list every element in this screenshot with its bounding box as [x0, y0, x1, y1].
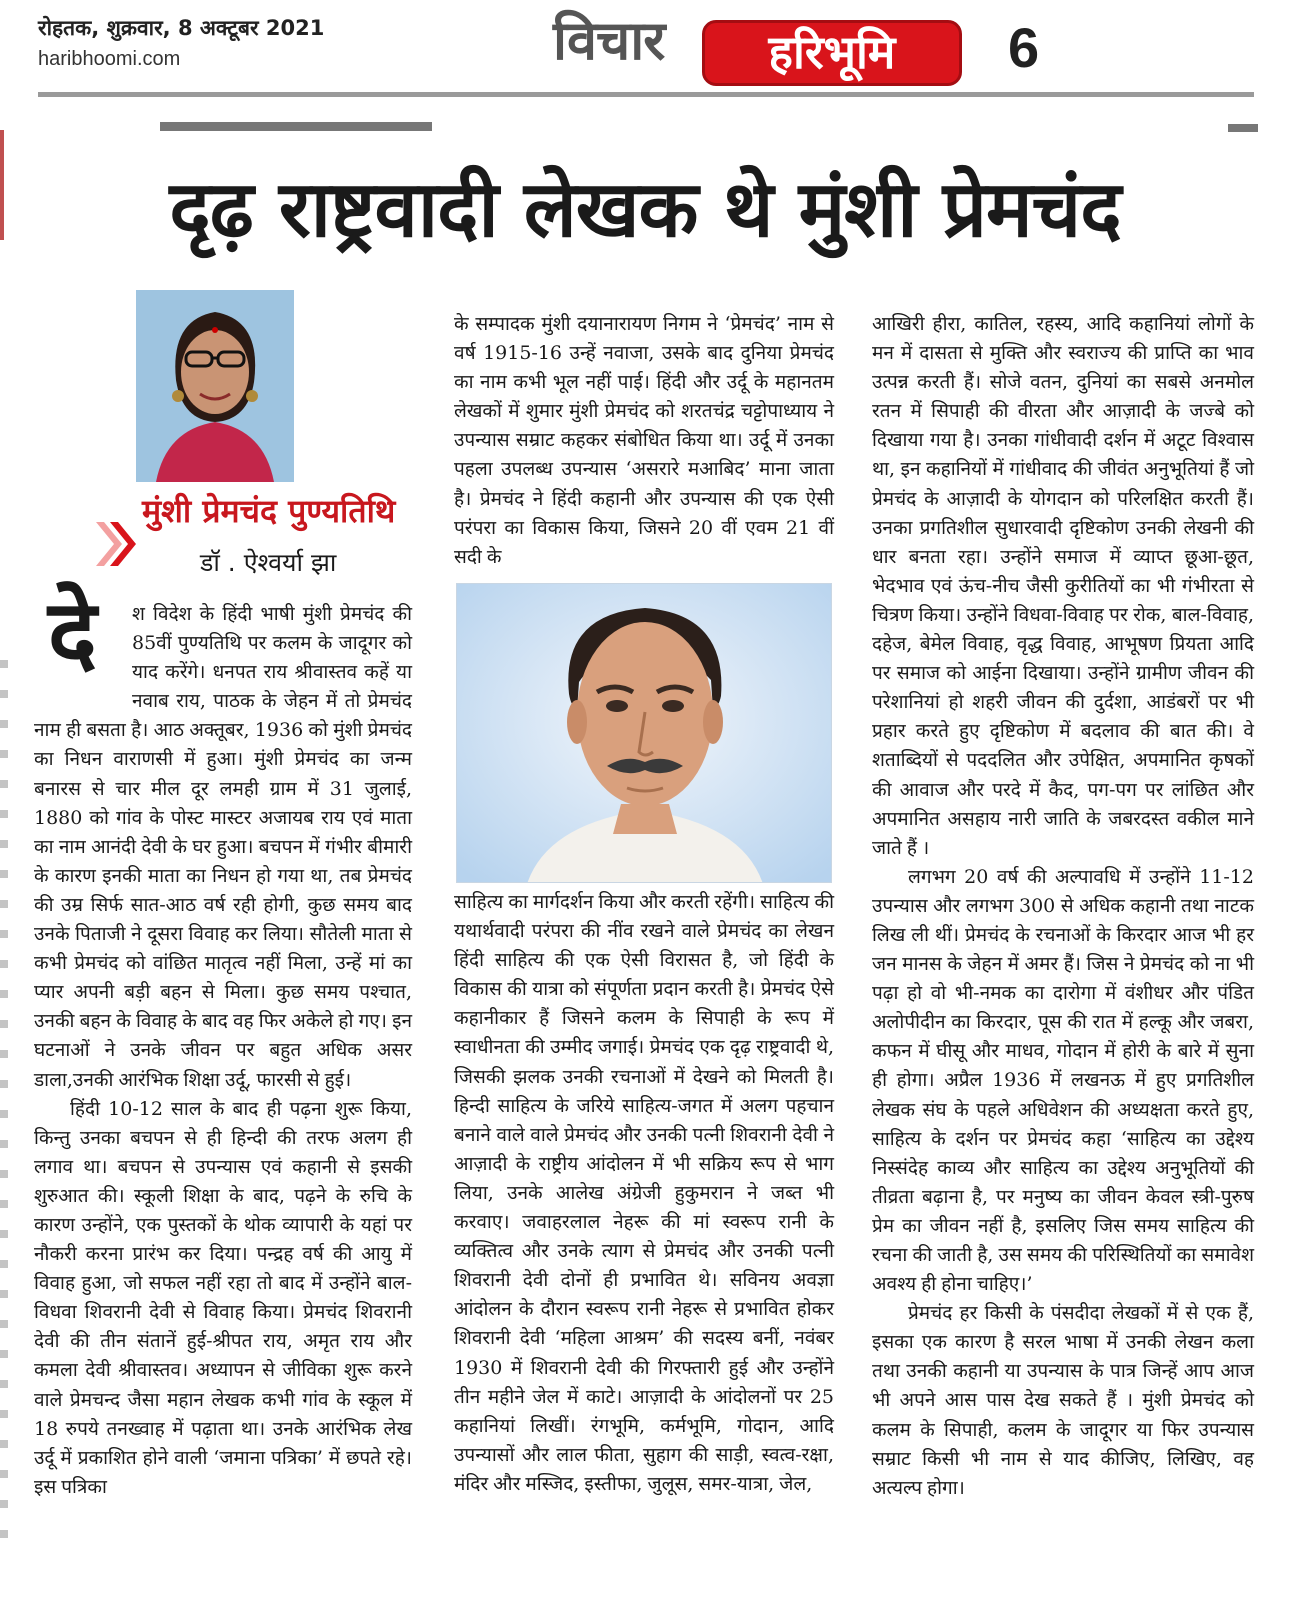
article-column-2-bottom [454, 888, 834, 1499]
drop-cap: दे [48, 580, 97, 687]
header-band-left [160, 122, 432, 131]
article-headline: दृढ़ राष्ट्रवादी लेखक थे मुंशी प्रेमचंद [169, 165, 1121, 255]
author-photo-illustration [136, 290, 294, 482]
dateline: रोहतक, शुक्रवार, 8 अक्टूबर 2021 [38, 16, 325, 40]
article-paragraph: के सम्पादक मुंशी दयानारायण निगम ने ‘प्रेमचंद’ नाम से वर्ष 1915-16 उन्हें नवाजा, उसके बाद दुनिया प्रेमचंद का नाम कभी भूल नहीं पाई। हिंदी और उर्दू के महानतम लेखकों में शुमार मुंशी प्रेमचंद को शरतचंद्र चट्टोपाध्याय ने उपन्यास सम्राट कहकर संबोधित किया था। उर्दू में उनका पहला उपलब्ध उपन्यास ‘असरारे मआबिद’ माना जाता है। प्रेमचंद ने हिंदी कहानी और उपन्यास की एक ऐसी परंपरा का विकास किया, जिसने 20 वीं एवम 21 वीं सदी के [454, 313, 834, 568]
article-paragraph: हिंदी 10-12 साल के बाद ही पढ़ना शुरू किया, किन्तु उनका बचपन से ही हिन्दी की तरफ अलग ही लगाव था। बचपन से उपन्यास एवं कहानी से इसकी शुरुआत की। स्कूली शिक्षा के बाद, पढ़ने के रुचि के कारण उन्होंने, एक पुस्तकों के थोक व्यापारी के यहां पर नौकरी करना प्रारंभ कर दिया। पन्द्रह वर्ष की आयु में विवाह हुआ, जो सफल नहीं रहा तो बाद में उन्होंने बाल-विधवा शिवरानी देवी से विवाह किया। प्रेमचंद शिवरानी देवी की तीन संतानें हुई-श्रीपत राय, अमृत राय और कमला देवी श्रीवास्तव। अध्यापन से जीविका शुरू करने वाले प्रेमचन्द जैसा महान लेखक कभी गांव के स्कूल में 18 रुपये तनख्वाह में पढ़ाता था। उनके आरंभिक लेख उर्दू में प्रकाशित होने वाली ‘जमाना पत्रिका’ में छपते रहे। इस पत्रिका [34, 1097, 412, 1498]
article-paragraph: श विदेश के हिंदी भाषी मुंशी प्रेमचंद की 85वीं पुण्यतिथि पर कलम के जादूगर को याद करेंगे। धनपत राय श्रीवास्तव कहें या नवाब राय, पाठक के जेहन में तो प्रेमचंद नाम ही बसता है। आठ अक्तूबर, 1936 को मुंशी प्रेमचंद का निधन वाराणसी में हुआ। मुंशी प्रेमचंद का जन्म बनारस से चार मील दूर लमही ग्राम में 31 जुलाई, 1880 को गांव के पोस्ट मास्टर अजायब राय एवं माता का नाम आनंदी देवी के घर हुआ। बचपन में गंभीर बीमारी के कारण इनकी माता का निधन हो गया था, तब प्रेमचंद की उम्र सिर्फ सात-आठ वर्ष रही होगी, कुछ समय बाद उनके पिताजी ने दूसरा विवाह कर लिया। सौतेली माता से कभी प्रेमचंद को वांछित मातृत्व नहीं मिला, उन्हें मां का प्यार अपनी बड़ी बहन से मिला। कुछ समय पश्चात, उनकी बहन के विवाह के बाद वह फिर अकेले हो गए। इन घटनाओं ने उनके जीवन पर बहुत अधिक असर डाला,उनकी आरंभिक शिक्षा उर्दू, फारसी से हुई। [34, 600, 412, 1095]
article-column-2-top [454, 310, 834, 572]
drop-cap-spacer [34, 600, 132, 716]
brand-logo-text: हरिभूमि [768, 25, 896, 79]
chevron-right-icon [92, 516, 140, 572]
article-column-1 [34, 600, 412, 1502]
page-number: 6 [1008, 16, 1040, 79]
header-band-right [1228, 124, 1258, 132]
left-margin-ticks [0, 660, 8, 1560]
brand-logo [702, 20, 962, 86]
article-paragraph: लगभग 20 वर्ष की अल्पावधि में उन्होंने 11-12 उपन्यास और लगभग 300 से अधिक कहानी तथा नाटक लिख ली थीं। प्रेमचंद के रचनाओं के किरदार आज भी हर जन मानस के जेहन में अमर हैं। जिस ने प्रेमचंद को ना भी पढ़ा हो वो भी-नमक का दारोगा में वंशीधर और पंडित अलोपीदीन का किरदार, पूस की रात में हल्कू और जबरा, कफन में घीसू और माधव, गोदान में होरी के बारे में सुना ही होगा। अप्रैल 1936 में लखनऊ में हुए प्रगतिशील लेखक संघ के पहले अधिवेशन की अध्यक्षता करते हुए, साहित्य के दर्शन पर प्रेमचंद कहा ‘साहित्य का उद्देश्य निस्संदेह काव्य और साहित्य का उद्देश्य अनुभूतियों की तीव्रता बढ़ाना है, पर मनुष्य का जीवन केवल स्त्री-पुरुष प्रेम का जीवन नहीं है, इसलिए जिस समय साहित्य की रचना की जाती है, उस समय की परिस्थितियों का समावेश अवश्य ही होना चाहिए।’ [872, 865, 1254, 1296]
website-link[interactable]: haribhoomi.com [38, 48, 181, 70]
article-byline: डॉ . ऐश्वर्या झा [200, 548, 337, 577]
premchand-portrait [456, 583, 832, 883]
article-occasion: मुंशी प्रेमचंद पुण्यतिथि [142, 492, 396, 530]
portrait-illustration [457, 584, 832, 883]
masthead-left [38, 14, 324, 71]
article-paragraph: प्रेमचंद हर किसी के पंसदीदा लेखकों में से एक हैं, इसका एक कारण है सरल भाषा में उनकी लेखन कला तथा उनकी कहानी या उपन्यास के पात्र जिन्हें आप आज भी अपने आस पास देख सकते हैं । मुंशी प्रेमचंद को कलम के सिपाही, कलम के जादूगर या फिर उपन्यास सम्राट किसी भी नाम से याद कीजिए, लिखिए, वह अत्यल्प होगा। [872, 1302, 1254, 1499]
article-paragraph: आखिरी हीरा, कातिल, रहस्य, आदि कहानियां लोगों के मन में दासता से मुक्ति और स्वराज्य की प्राप्ति का भाव उत्पन्न करती हैं। सोजे वतन, दुनियां का सबसे अनमोल रतन में सिपाही की वीरता और आज़ादी के जज्बे को दिखाया गया है। उनका गांधीवादी दर्शन में अटूट विश्वास था, इन कहानियों में गांधीवाद की जीवंत अनुभूतियां हैं जो प्रेमचंद के आज़ादी के योगदान को परिलक्षित करती हैं। उनका प्रगतिशील सुधारवादी दृष्टिकोण उनकी लेखनी की धार बनता रहा। उन्होंने समाज में व्याप्त छूआ-छूत, भेदभाव एवं ऊंच-नीच जैसी कुरीतियों का भी गंभीरता से चित्रण किया। उन्होंने विधवा-विवाह पर रोक, बाल-विवाह, दहेज, बेमेल विवाह, वृद्ध विवाह, आभूषण प्रियता आदि पर समाज को आईना दिखाया। उन्होंने ग्रामीण जीवन की परेशानियां हो शहरी जीवन की दुर्दशा, आडंबरों पर भी प्रहार करते हुए दृष्टिकोण में बदलाव की बात की। वे शताब्दियों से पददलित और उपेक्षित, अपमानित कृषकों की आवाज और परदे में कैद, पग-पग पर लांछित और अपमानित असहाय नारी जाति के जबरदस्त वकील माने जाते हैं । [872, 313, 1254, 859]
article-column-3 [872, 310, 1254, 1503]
author-photo [136, 290, 294, 482]
section-label: विचार [553, 9, 665, 72]
article-paragraph: साहित्य का मार्गदर्शन किया और करती रहेंगी। साहित्य की यथार्थवादी परंपरा की नींव रखने वाले प्रेमचंद का लेखन हिंदी साहित्य की एक ऐसी विरासत है, जो हिंदी के विकास की यात्रा को संपूर्णता प्रदान करती है। प्रेमचंद ऐसे कहानीकार हैं जिसने कलम के सिपाही के रूप में स्वाधीनता की उम्मीद जगाई। प्रेमचंद एक दृढ़ राष्ट्रवादी थे, जिसकी झलक उनकी रचनाओं में देखने को मिलती है। हिन्दी साहित्य के जरिये साहित्य-जगत में अलग पहचान बनाने वाले वाले प्रेमचंद और उनकी पत्नी शिवरानी देवी ने आज़ादी के राष्ट्रीय आंदोलन में भी सक्रिय रूप से भाग लिया, उनके आलेख अंग्रेजी हुकुमरान ने जब्त भी करवाए। जवाहरलाल नेहरू की मां स्वरूप रानी के व्यक्तित्व और उनके त्याग से प्रेमचंद और उनकी पत्नी शिवरानी देवी दोनों ही प्रभावित थे। सविनय अवज्ञा आंदोलन के दौरान स्वरूप रानी नेहरू से प्रभावित होकर शिवरानी देवी ‘महिला आश्रम’ की सदस्य बनीं, नवंबर 1930 में शिवरानी देवी की गिरफ्तारी हुई और उन्होंने तीन महीने जेल में काटे। आज़ादी के आंदोलनों पर 25 कहानियां लिखीं। रंगभूमि, कर्मभूमि, गोदान, आदि उपन्यासों और लाल फीता, सुहाग की साड़ी, स्वत्व-रक्षा, मंदिर और मस्जिद, इस्तीफा, जुलूस, समर-यात्रा, जेल, [454, 891, 834, 1495]
masthead-rule [38, 92, 1254, 97]
